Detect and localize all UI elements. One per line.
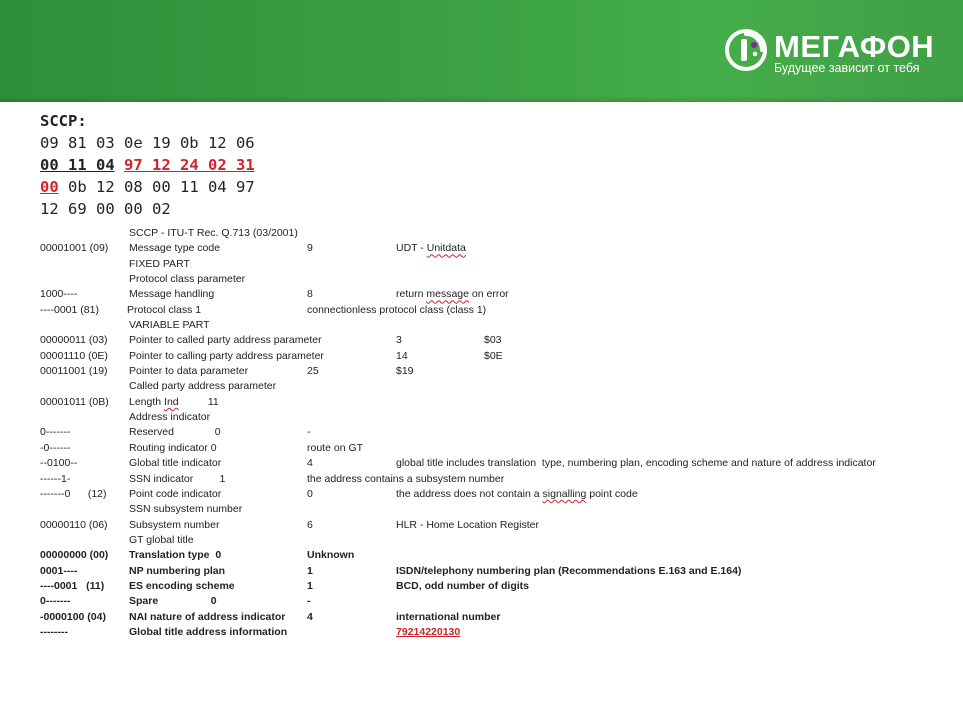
decode-row-field: FIXED PART — [129, 257, 190, 270]
hex-line-2-red: 97 12 24 02 31 — [124, 156, 255, 174]
decode-row — [0, 241, 963, 256]
decode-row-value: 4 — [307, 457, 313, 470]
decode-row-field: Routing indicator 0 — [129, 441, 217, 454]
decode-row-value: 14 — [396, 349, 408, 362]
decode-row-meaning: global title includes translation type, numbering plan, encoding scheme and nature of address indicator — [396, 457, 876, 470]
decode-row — [0, 441, 963, 456]
hex-line-3-rest: 0b 12 08 00 11 04 97 — [68, 178, 255, 196]
decode-row-hex: $19 — [396, 365, 414, 378]
decode-row — [0, 625, 963, 640]
decode-row-bits: ----0001 (11) — [40, 579, 105, 592]
decode-row — [0, 456, 963, 471]
decode-row-field: VARIABLE PART — [129, 319, 210, 332]
decode-row-field: Point code indicator — [129, 487, 222, 500]
decode-row-bits: 00000000 (00) — [40, 549, 109, 562]
decode-row-field: SSN indicator 1 — [129, 472, 226, 485]
megafon-logo[interactable] — [724, 25, 954, 80]
decode-row — [0, 487, 963, 502]
decode-row-value: 25 — [307, 365, 319, 378]
decode-row-field: Message handling — [129, 288, 215, 301]
decode-row — [0, 594, 963, 609]
decode-row-field: Length Ind 11 — [129, 395, 219, 408]
decode-row-bits: -------0 (12) — [40, 487, 107, 500]
decode-row — [0, 472, 963, 487]
decode-row-value: 4 — [307, 610, 313, 623]
decode-row-value: 8 — [307, 288, 313, 301]
decode-row-value: - — [307, 595, 311, 608]
decode-row — [0, 410, 963, 425]
decode-row-meaning: return message on error — [396, 288, 509, 301]
decode-row-value: 1 — [307, 579, 313, 592]
decode-row — [0, 579, 963, 594]
decode-row — [0, 272, 963, 287]
decode-row-meaning: the address contains a subsystem number — [307, 472, 505, 485]
hex-line-2-black: 00 11 04 — [40, 156, 115, 174]
decode-row-field: NAI nature of address indicator — [129, 610, 286, 623]
decode-row-bits: ------1- — [40, 472, 71, 485]
decode-row-bits: -0------ — [40, 441, 71, 454]
decode-row — [0, 226, 963, 241]
decode-row-field: GT global title — [129, 533, 194, 546]
decode-row — [0, 548, 963, 563]
decode-row-field: Global title indicator — [129, 457, 222, 470]
decode-row-bits: 00001001 (09) — [40, 242, 109, 255]
decode-row-field: Pointer to called party address parameter — [129, 334, 322, 347]
decode-table — [0, 226, 963, 640]
decode-row-bits: 0------- — [40, 595, 71, 608]
decode-row-field: Message type code — [129, 242, 221, 255]
decode-row-bits: 00011001 (19) — [40, 365, 108, 378]
decode-row-field: NP numbering plan — [129, 564, 226, 577]
decode-row-field: Pointer to data parameter — [129, 365, 249, 378]
decode-row-bits: 0001---- — [40, 564, 78, 577]
decode-row — [0, 333, 963, 348]
decode-row-meaning: BCD, odd number of digits — [396, 579, 529, 592]
hex-dump — [40, 110, 255, 220]
decode-row-meaning: international number — [396, 610, 501, 623]
decode-row-value: 3 — [396, 334, 402, 347]
decode-row-field: Protocol class 1 — [127, 303, 202, 316]
decode-row — [0, 564, 963, 579]
hex-title: SCCP: — [40, 112, 87, 130]
decode-row-bits: 00000110 (06) — [40, 518, 108, 531]
decode-row-field: ES encoding scheme — [129, 579, 235, 592]
decode-row-bits: 00001110 (0E) — [40, 349, 108, 362]
decode-row-header: SCCP - ITU-T Rec. Q.713 (03/2001) — [129, 227, 298, 239]
decode-row — [0, 349, 963, 364]
header-banner — [0, 0, 963, 102]
gt-address-digits: 79214220130 — [396, 625, 461, 638]
decode-row-meaning: route on GT — [307, 441, 364, 454]
decode-row-bits: ----0001 (81) — [40, 303, 99, 316]
decode-row-bits: --0100-- — [40, 457, 78, 470]
decode-row — [0, 518, 963, 533]
decode-row — [0, 303, 963, 318]
decode-row-field: Translation type 0 — [129, 549, 222, 562]
decode-row-bits: 0------- — [40, 426, 71, 439]
decode-row-field: Pointer to calling party address parameter — [129, 349, 324, 362]
decode-row — [0, 610, 963, 625]
decode-row-bits: 00001011 (0B) — [40, 395, 109, 408]
brand-slogan: Будущее зависит от тебя — [774, 61, 920, 75]
decode-row-meaning: connectionless protocol class (class 1) — [307, 303, 487, 316]
decode-row-field: Spare 0 — [129, 595, 217, 608]
decode-row-bits: 00000011 (03) — [40, 334, 108, 347]
hex-line-3-red: 00 — [40, 178, 59, 196]
decode-row-field: Reserved 0 — [129, 426, 221, 439]
decode-row-hex: $03 — [484, 334, 502, 347]
hex-line-2 — [40, 154, 255, 176]
megafon-logo-icon — [724, 28, 768, 72]
decode-row-field: Subsystem number — [129, 518, 220, 531]
decode-row-value: 1 — [307, 564, 313, 577]
hex-line-4: 12 69 00 00 02 — [40, 200, 171, 218]
decode-row-meaning: the address does not contain a signalling point code — [396, 487, 638, 500]
decode-row — [0, 364, 963, 379]
decode-row-field: SSN subsystem number — [129, 503, 243, 516]
decode-row — [0, 502, 963, 517]
decode-row-value: 6 — [307, 518, 313, 531]
hex-line-1: 09 81 03 0e 19 0b 12 06 — [40, 134, 255, 152]
decode-row-meaning: ISDN/telephony numbering plan (Recommendations E.163 and E.164) — [396, 564, 742, 577]
decode-row — [0, 379, 963, 394]
decode-row-field: Address indicator — [129, 411, 211, 424]
decode-row-bits: -0000100 (04) — [40, 610, 106, 623]
decode-row-meaning: HLR - Home Location Register — [396, 518, 539, 531]
decode-row — [0, 257, 963, 272]
decode-row-bits: -------- — [40, 625, 68, 638]
decode-row — [0, 533, 963, 548]
decode-row-meaning: UDT - Unitdata — [396, 242, 466, 255]
decode-row-value: 9 — [307, 242, 313, 255]
decode-row — [0, 425, 963, 440]
decode-row-value: - — [307, 426, 311, 439]
decode-row-bits: 1000---- — [40, 288, 78, 301]
decode-row-field: Called party address parameter — [129, 380, 277, 393]
decode-row-value: 0 — [307, 487, 313, 500]
brand-name: МЕГАФОН — [774, 29, 935, 64]
decode-row-value: Unknown — [307, 549, 355, 562]
decode-row — [0, 395, 963, 410]
decode-row-field: Global title address information — [129, 625, 288, 638]
decode-row-hex: $0E — [484, 349, 503, 362]
decode-row — [0, 287, 963, 302]
hex-line-3 — [40, 176, 255, 198]
decode-row-field: Protocol class parameter — [129, 273, 246, 286]
decode-row — [0, 318, 963, 333]
